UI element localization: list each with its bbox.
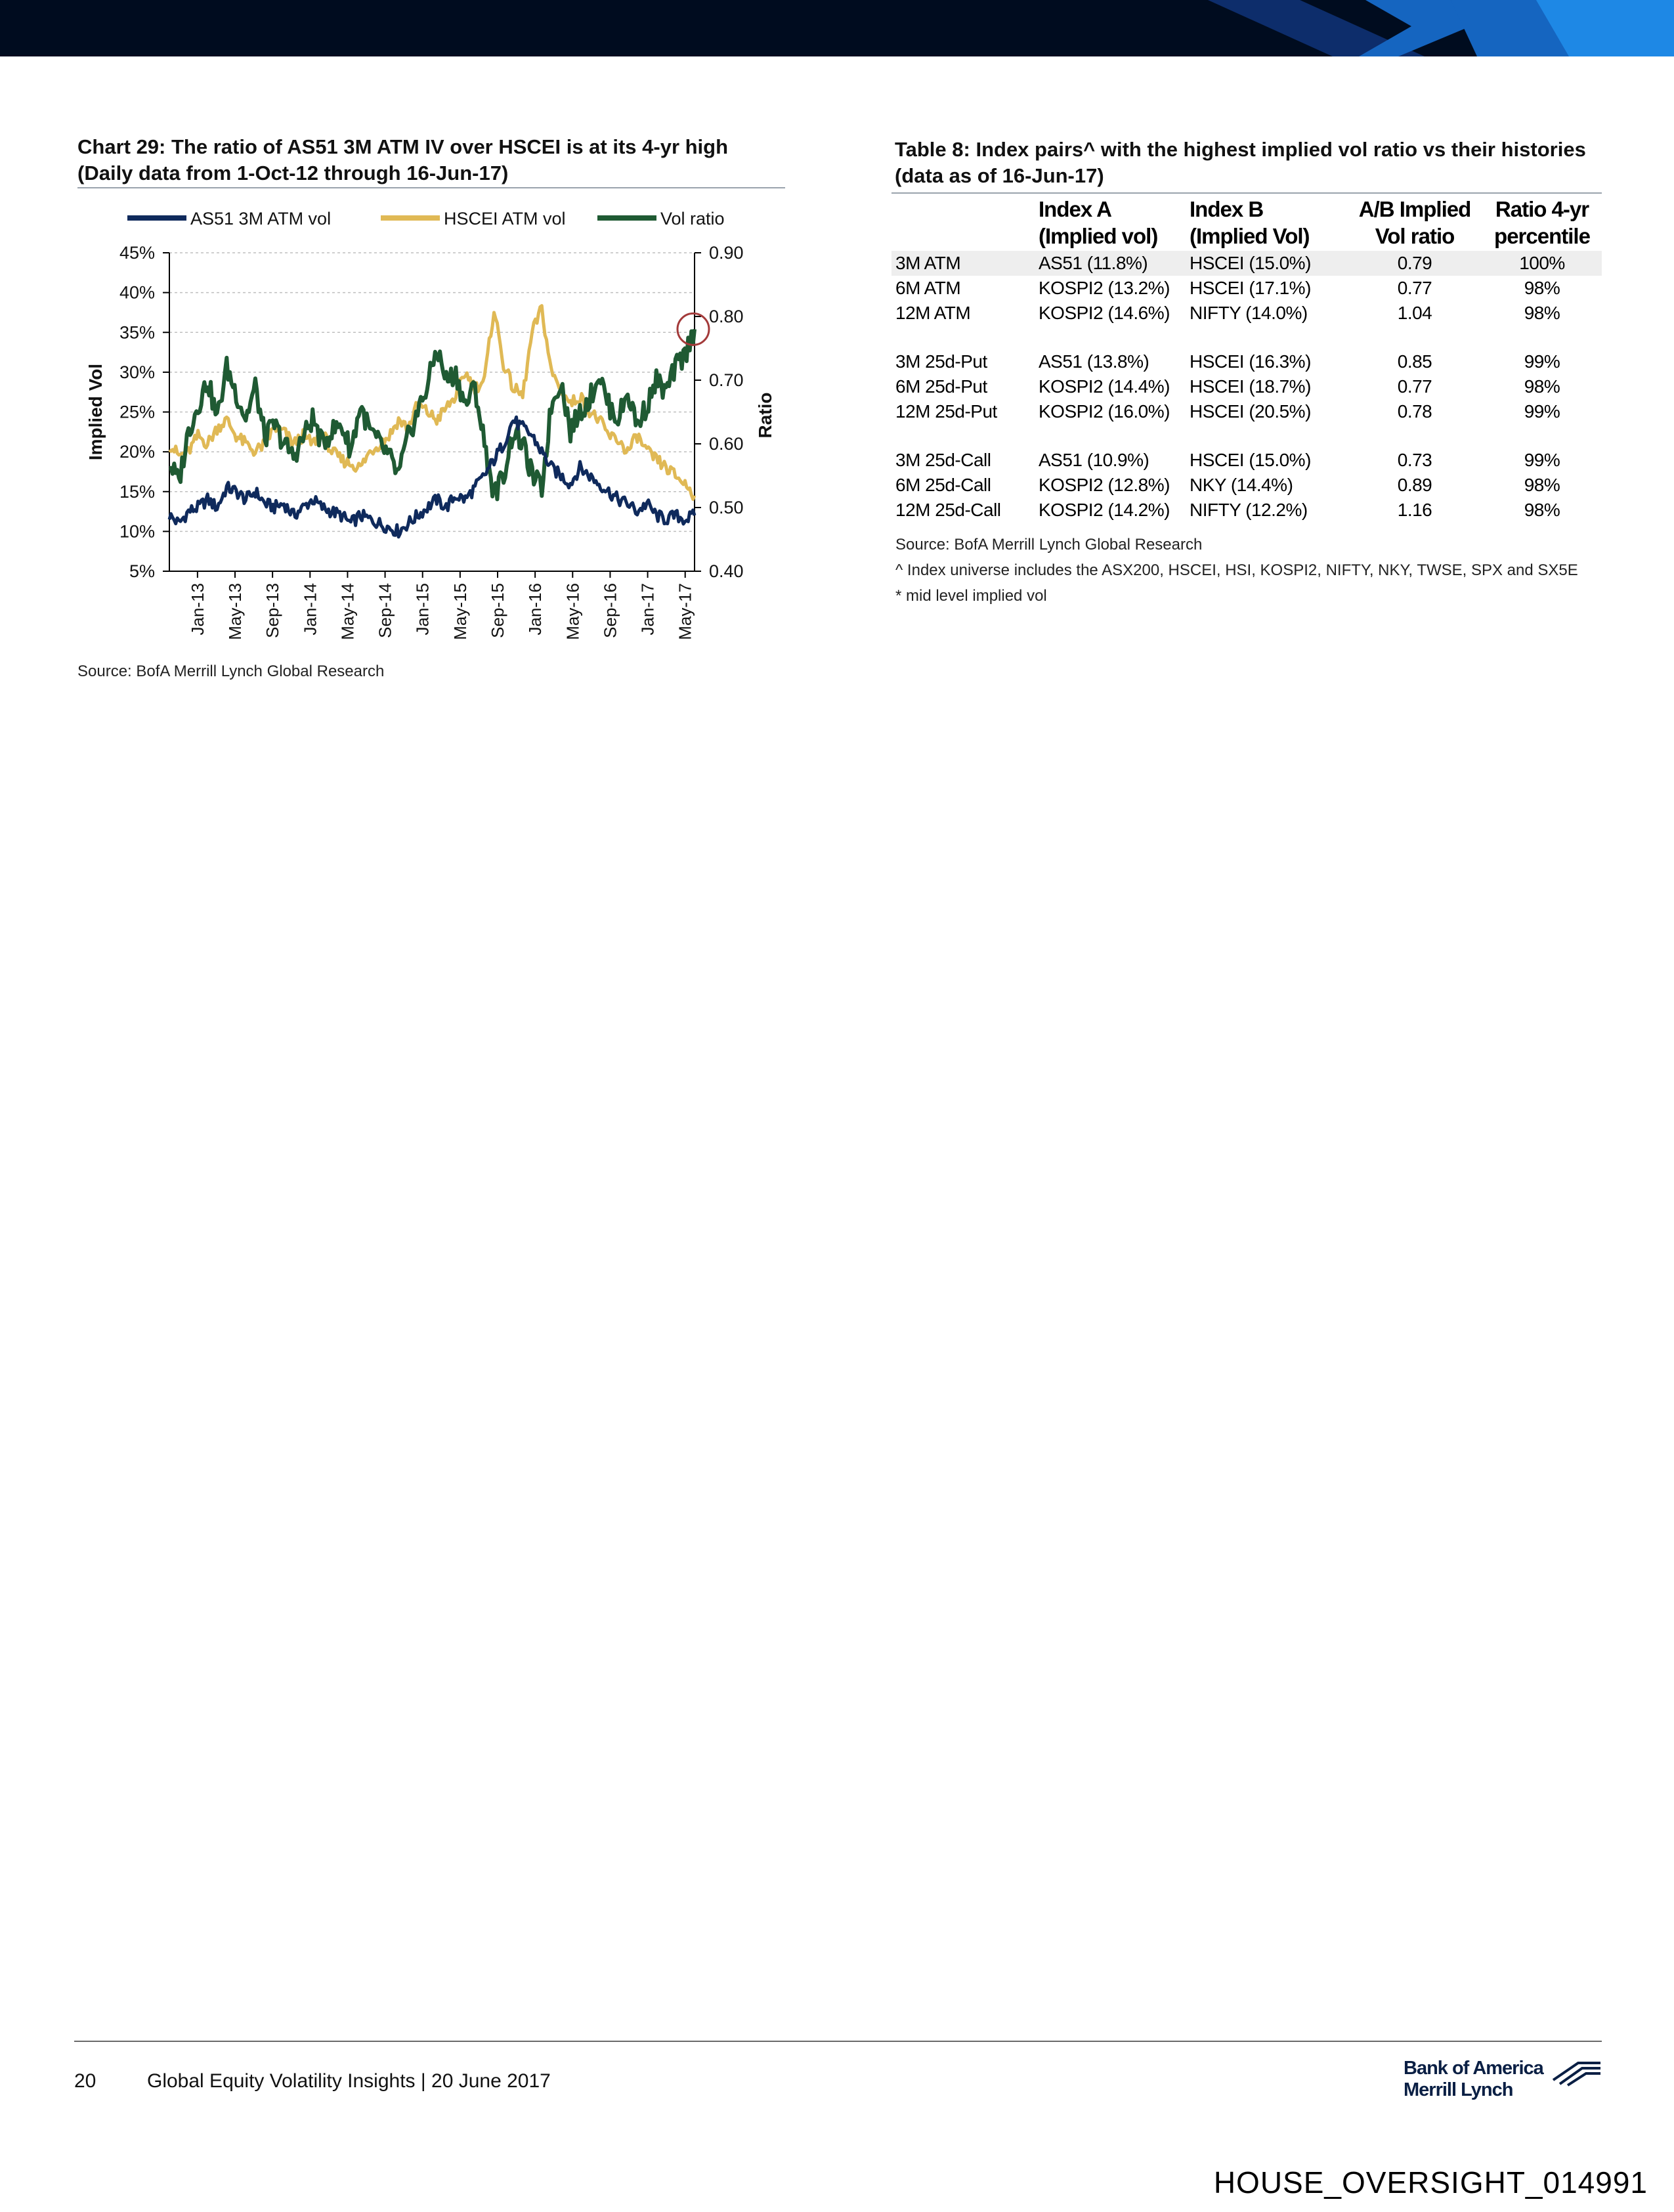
table-row: 6M 25d-Call KOSPI2 (12.8%) NKY (14.4%) 0.89 98%	[895, 475, 1560, 495]
chart-title-divider	[77, 187, 785, 188]
y2-tick-label: 0.80	[709, 307, 744, 326]
table-row: 3M 25d-Put AS51 (13.8%) HSCEI (16.3%) 0.85 99%	[895, 351, 1560, 372]
logo-line2: Merrill Lynch	[1404, 2079, 1513, 2100]
index-pairs-table	[891, 196, 1602, 523]
chart-source: Source: BofA Merrill Lynch Global Research	[77, 662, 385, 680]
x-tick-label: Sep-16	[600, 583, 620, 638]
gridlines	[169, 253, 695, 531]
bofa-logo	[1404, 2058, 1600, 2110]
table-spacer	[891, 326, 1602, 349]
y2-tick-label: 0.60	[709, 434, 744, 454]
x-tick-label: Jan-16	[525, 583, 546, 636]
table-title	[895, 137, 1604, 189]
table-row: 3M ATM AS51 (11.8%) HSCEI (15.0%) 0.79 100%	[891, 251, 1602, 276]
y2-tick-label: 0.40	[709, 561, 744, 581]
y-tick-label: 10%	[119, 521, 155, 542]
table-row: 12M 25d-Put KOSPI2 (16.0%) HSCEI (20.5%) 0.78 99%	[895, 401, 1560, 422]
table-title-line2: (data as of 16-Jun-17)	[895, 164, 1104, 187]
flag-icon	[1552, 2060, 1602, 2087]
logo-line1: Bank of America	[1404, 2058, 1543, 2079]
y-tick-label: 20%	[119, 442, 155, 462]
x-tick-label: Jan-14	[300, 583, 320, 636]
table-row: 6M 25d-Put KOSPI2 (14.4%) HSCEI (18.7%) 0.77 98%	[895, 376, 1560, 397]
y2-tick-label: 0.70	[709, 370, 744, 390]
header-ratio: A/B Implied Vol ratio	[1358, 197, 1471, 248]
legend-label: AS51 3M ATM vol	[190, 209, 332, 228]
chart-title	[77, 134, 786, 186]
table-row: 12M ATM KOSPI2 (14.6%) NIFTY (14.0%) 1.04 98%	[895, 303, 1560, 323]
table-source: Source: BofA Merrill Lynch Global Research	[895, 536, 1203, 553]
y2-tick-label: 0.90	[709, 243, 744, 263]
publication-name: Global Equity Volatility Insights | 20 June 2017	[147, 2070, 551, 2092]
x-tick-label: Sep-14	[375, 583, 395, 638]
table-row: 12M 25d-Call KOSPI2 (14.2%) NIFTY (12.2%) 1.16 98%	[895, 500, 1560, 520]
series-lines	[169, 306, 709, 537]
header-graphic	[1083, 0, 1674, 56]
y2-tick-label: 0.50	[709, 498, 744, 517]
header-bar	[0, 0, 1674, 56]
axis-labels	[85, 243, 775, 640]
table-header-row	[891, 196, 1602, 251]
x-tick-label: Jan-17	[637, 583, 658, 636]
table-title-divider	[891, 192, 1602, 194]
y-tick-label: 15%	[119, 481, 155, 502]
y-axis-title: Implied Vol	[85, 363, 106, 461]
table-note-mid: * mid level implied vol	[895, 587, 1047, 605]
vol-ratio-chart	[72, 197, 794, 657]
x-tick-label: May-17	[675, 583, 695, 640]
table-note-universe: ^ Index universe includes the ASX200, HSCEI, HSI, KOSPI2, NIFTY, NKY, TWSE, SPX and SX5E	[895, 561, 1578, 579]
header-index-b: Index B (Implied Vol)	[1190, 197, 1310, 248]
x-tick-label: May-14	[337, 583, 358, 640]
y2-axis-title: Ratio	[755, 392, 775, 439]
legend	[127, 209, 725, 228]
header-index-a: Index A (Implied vol)	[1039, 197, 1158, 248]
y-tick-label: 35%	[119, 322, 155, 343]
series-line-2	[169, 306, 695, 500]
y-tick-label: 40%	[119, 282, 155, 303]
header-percentile: Ratio 4-yr percentile	[1494, 197, 1590, 248]
x-tick-label: Jan-13	[187, 583, 207, 636]
chart-title-line1: Chart 29: The ratio of AS51 3M ATM IV over HSCEI is at its 4-yr high	[77, 135, 729, 158]
page-number: 20	[74, 2070, 97, 2092]
table-title-line1: Table 8: Index pairs^ with the highest implied vol ratio vs their histories	[895, 138, 1586, 161]
bates-number: HOUSE_OVERSIGHT_014991	[1213, 2165, 1648, 2200]
table-row: 3M 25d-Call AS51 (10.9%) HSCEI (15.0%) 0.73 99%	[895, 450, 1560, 470]
x-tick-label: Jan-15	[412, 583, 433, 636]
x-tick-label: May-16	[563, 583, 583, 640]
y-tick-label: 25%	[119, 402, 155, 422]
footer-divider	[74, 2041, 1602, 2042]
x-tick-label: Sep-15	[488, 583, 507, 638]
x-tick-label: Sep-13	[263, 583, 283, 638]
x-tick-label: May-13	[225, 583, 245, 640]
y-tick-label: 5%	[129, 561, 155, 581]
table-row: 6M ATM KOSPI2 (13.2%) HSCEI (17.1%) 0.77 98%	[895, 278, 1560, 298]
chart-title-line2: (Daily data from 1-Oct-12 through 16-Jun-17)	[77, 162, 509, 184]
legend-label: Vol ratio	[660, 209, 725, 228]
x-tick-label: May-15	[450, 583, 470, 640]
y-tick-label: 45%	[119, 243, 155, 263]
legend-label: HSCEI ATM vol	[444, 209, 566, 228]
table-spacer	[891, 424, 1602, 448]
y-tick-label: 30%	[119, 362, 155, 382]
